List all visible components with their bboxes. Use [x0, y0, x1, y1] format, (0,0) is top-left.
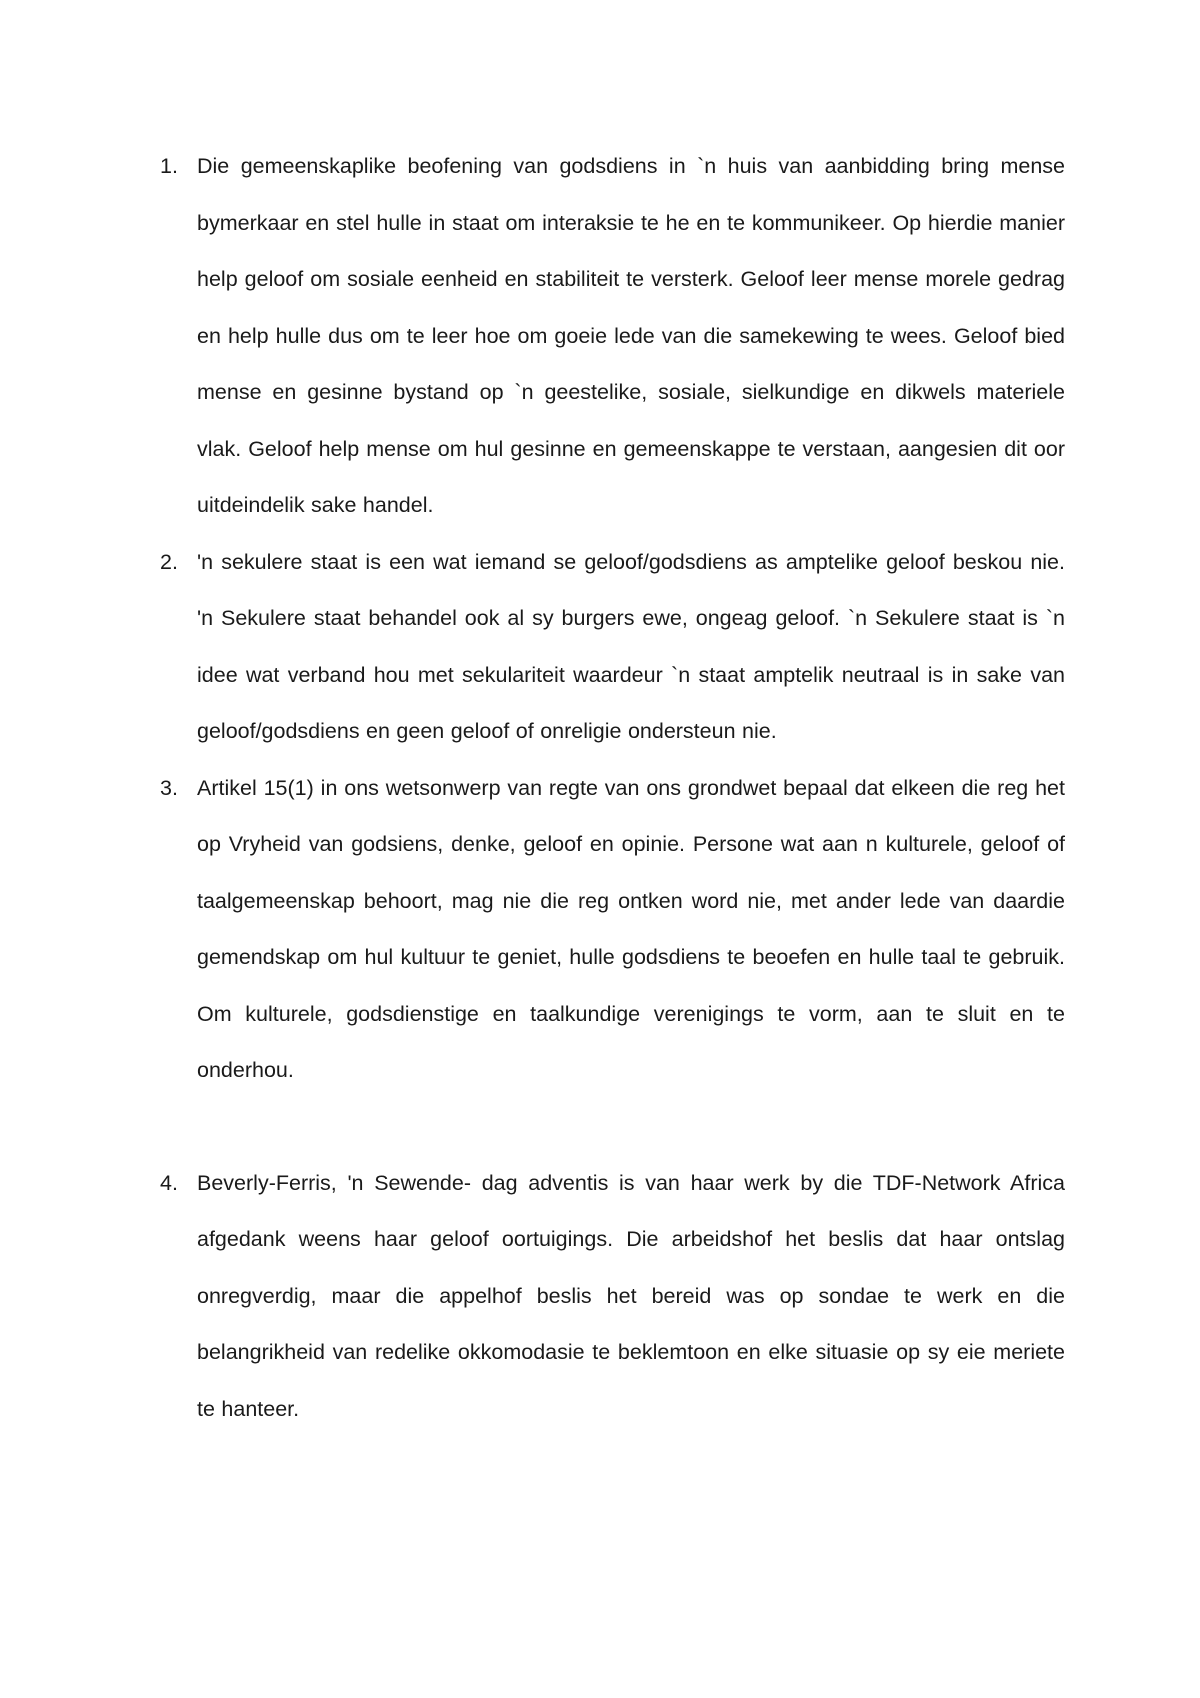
list-item-text: Beverly-Ferris, 'n Sewende- dag adventis is van haar werk by die TDF-Network Africa afgedank weens haar geloof oortuigings. Die arbeidshof het beslis dat haar ontslag onregverdig, maar die appelhof beslis het bereid was op sondae te werk en die belangrikheid van redelike okkomodasie te beklemtoon en elke situasie op sy eie meriete te hanteer. [197, 1170, 1065, 1421]
numbered-list [160, 138, 1065, 1437]
list-item [160, 138, 1065, 534]
list-item [160, 760, 1065, 1099]
list-item [160, 534, 1065, 760]
list-item-text: 'n sekulere staat is een wat iemand se geloof/godsdiens as amptelike geloof beskou nie. 'n Sekulere staat behandel ook al sy burgers ewe, ongeag geloof. `n Sekulere staat is `n idee wat verband hou met sekulariteit waardeur `n staat amptelik neutraal is in sake van geloof/godsdiens en geen geloof of onreligie ondersteun nie. [197, 549, 1065, 743]
list-item-number: 1. [160, 154, 178, 178]
list-item-number: 4. [160, 1170, 178, 1195]
list-item-text: Artikel 15(1) in ons wetsonwerp van regte van ons grondwet bepaal dat elkeen die reg het op Vryheid van godsiens, denke, geloof en opinie. Persone wat aan n kulturele, geloof of taalgemeenskap behoort, mag nie die reg ontken word nie, met ander lede van daardie gemendskap om hul kultuur te geniet, hulle godsdiens te beoefen en hulle taal te gebruik. Om kulturele, godsdienstige en taalkundige verenigings te vorm, aan te sluit en te onderhou. [197, 775, 1065, 1082]
list-item-text: Die gemeenskaplike beofening van godsdiens in `n huis van aanbidding bring mense bymerkaar en stel hulle in staat om interaksie te he en te kommunikeer. Op hierdie manier help geloof om sosiale eenheid en stabiliteit te versterk. Geloof leer mense morele gedrag en help hulle dus om te leer hoe om goeie lede van die samekewing te wees. Geloof bied mense en gesinne bystand op `n geestelike, sosiale, sielkundige en dikwels materiele vlak. Geloof help mense om hul gesinne en gemeenskappe te verstaan, aangesien dit oor uitdeindelik sake handel. [197, 154, 1065, 517]
list-item [160, 1155, 1065, 1438]
list-item-number: 3. [160, 775, 178, 800]
list-item-number: 2. [160, 549, 178, 574]
